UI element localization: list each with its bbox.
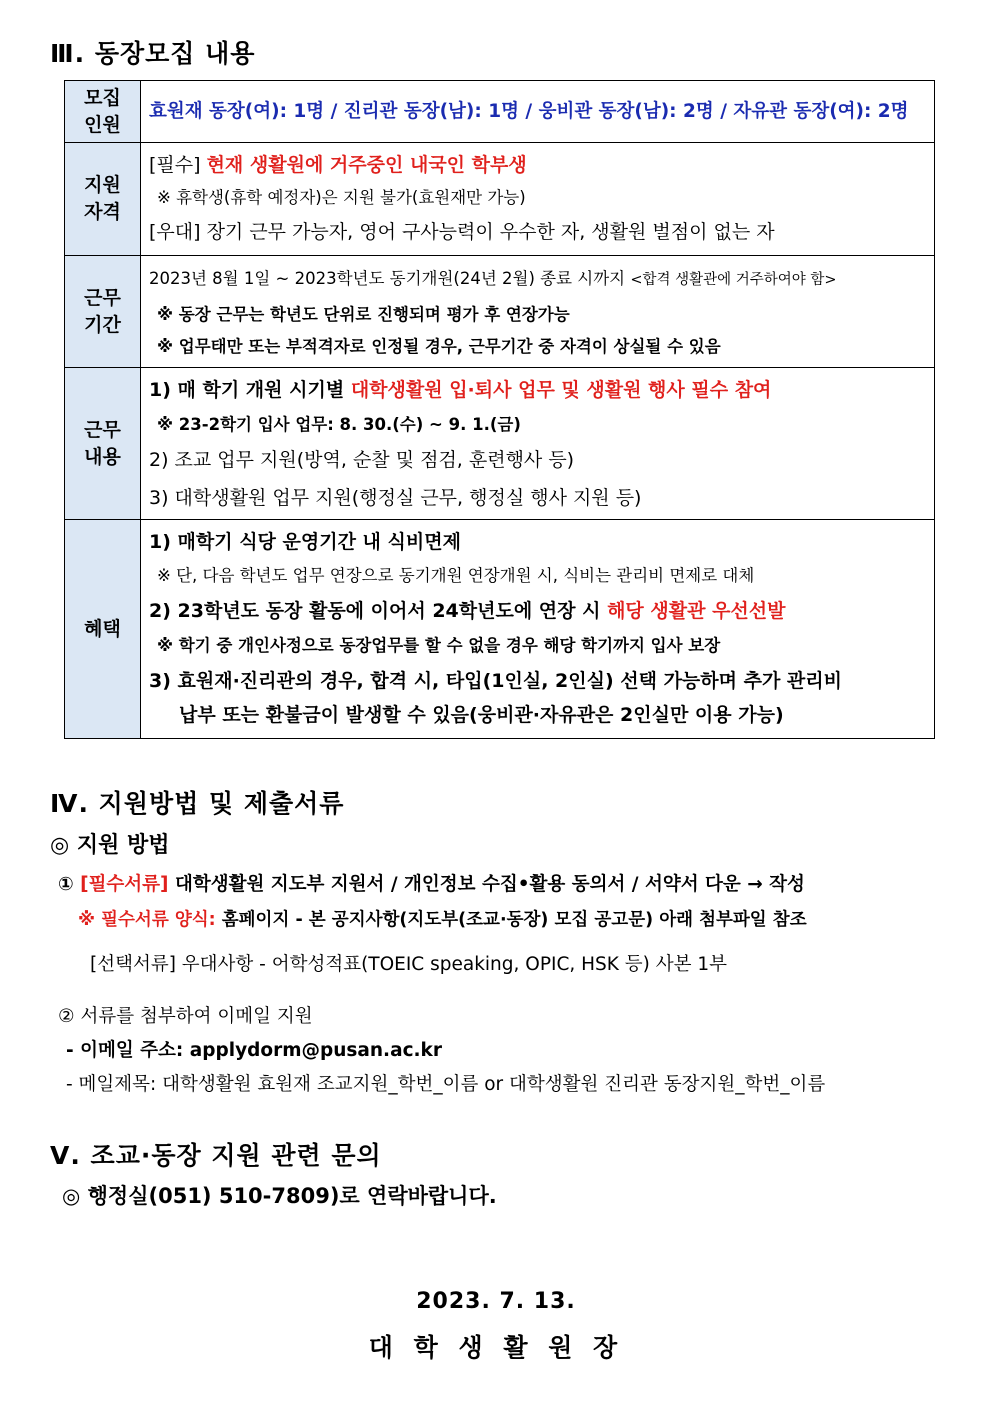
benefit-note-1: ※ 단, 다음 학년도 업무 연장으로 동기개원 연장개원 시, 식비는 관리비 면제로 대체 xyxy=(157,566,755,585)
qualification-note: ※ 휴학생(휴학 예정자)은 지원 불가(효원재만 가능) xyxy=(157,188,526,207)
row-duties xyxy=(65,368,935,520)
section4-subtitle: ◎ 지원 방법 xyxy=(50,833,170,858)
contact-info: ◎ 행정실(051) 510-7809)로 연락바랍니다. xyxy=(62,1184,497,1208)
row-eligibility xyxy=(65,143,935,256)
period-note-2: ※ 업무태만 또는 부적격자로 인정될 경우, 근무기간 중 자격이 상실될 수 있음 xyxy=(157,337,721,356)
step1-optional-docs: [선택서류] 우대사항 - 어학성적표(TOEIC speaking, OPIC, HSK 등) 사본 1부 xyxy=(90,954,728,975)
row-header: 혜택 xyxy=(65,520,141,739)
duty-1: 1) 매 학기 개원 시기별 대학생활원 입·퇴사 업무 및 생활원 행사 필수 참여 xyxy=(149,378,772,401)
step1-required-docs: ① [필수서류] 대학생활원 지도부 지원서 / 개인정보 수집•활용 동의서 / 서약서 다운 → 작성 xyxy=(58,874,805,895)
benefit-3-line2: 납부 또는 환불금이 발생할 수 있음(웅비관·자유관은 2인실만 이용 가능) xyxy=(179,704,784,726)
issuer-signature: 대 학 생 활 원 장 xyxy=(368,1333,624,1362)
row-period xyxy=(65,256,935,368)
row-header: 지원 자격 xyxy=(65,143,141,256)
benefit-1: 1) 매학기 식당 운영기간 내 식비면제 xyxy=(149,531,461,553)
duty-note: ※ 23-2학기 입사 업무: 8. 30.(수) ~ 9. 1.(금) xyxy=(157,414,521,434)
row-benefits xyxy=(65,520,935,739)
duty-3: 3) 대학생활원 업무 지원(행정실 근무, 행정실 행사 지원 등) xyxy=(149,486,642,509)
recruit-table xyxy=(64,80,935,739)
benefit-note-2: ※ 학기 중 개인사정으로 동장업무를 할 수 없을 경우 해당 학기까지 입사 보장 xyxy=(157,636,721,655)
required-qualification: [필수] 현재 생활원에 거주중인 내국인 학부생 xyxy=(149,154,527,176)
mail-subject-format: - 메일제목: 대학생활원 효원재 조교지원_학번_이름 or 대학생활원 진리관 동장지원_학번_이름 xyxy=(66,1074,826,1095)
benefit-3-line1: 3) 효원재·진리관의 경우, 합격 시, 타입(1인실, 2인실) 선택 가능하며 추가 관리비 xyxy=(149,670,842,692)
section3-title: Ⅲ. 동장모집 내용 xyxy=(50,39,256,68)
recruit-counts: 효원재 동장(여): 1명 / 진리관 동장(남): 1명 / 웅비관 동장(남): 2명 / 자유관 동장(여): 2명 xyxy=(149,100,909,122)
duty-2: 2) 조교 업무 지원(방역, 순찰 및 점검, 훈련행사 등) xyxy=(149,448,575,471)
row-header: 근무 내용 xyxy=(65,368,141,520)
issue-date: 2023. 7. 13. xyxy=(416,1289,576,1314)
section5-title: Ⅴ. 조교·동장 지원 관련 문의 xyxy=(50,1141,382,1170)
row-header: 근무 기간 xyxy=(65,256,141,368)
row-recruit xyxy=(65,81,935,143)
preferred-qualification: [우대] 장기 근무 가능자, 영어 구사능력이 우수한 자, 생활원 벌점이 없는 자 xyxy=(149,221,775,243)
email-address[interactable]: - 이메일 주소: applydorm@pusan.ac.kr xyxy=(66,1040,442,1061)
benefit-2: 2) 23학년도 동장 활동에 이어서 24학년도에 연장 시 해당 생활관 우선선발 xyxy=(149,600,786,622)
step1-form-note: ※ 필수서류 양식: 홈페이지 - 본 공지사항(지도부(조교·동장) 모집 공고문) 아래 첨부파일 참조 xyxy=(78,910,807,930)
row-header: 모집 인원 xyxy=(65,81,141,143)
work-period: 2023년 8월 1일 ~ 2023학년도 동기개원(24년 2월) 종료 시까지 <합격 생활관에 거주하여야 함> xyxy=(149,269,837,288)
section4-title: Ⅳ. 지원방법 및 제출서류 xyxy=(50,789,345,818)
step2-email-apply: ② 서류를 첨부하여 이메일 지원 xyxy=(58,1006,313,1027)
period-note-1: ※ 동장 근무는 학년도 단위로 진행되며 평가 후 연장가능 xyxy=(157,305,570,324)
